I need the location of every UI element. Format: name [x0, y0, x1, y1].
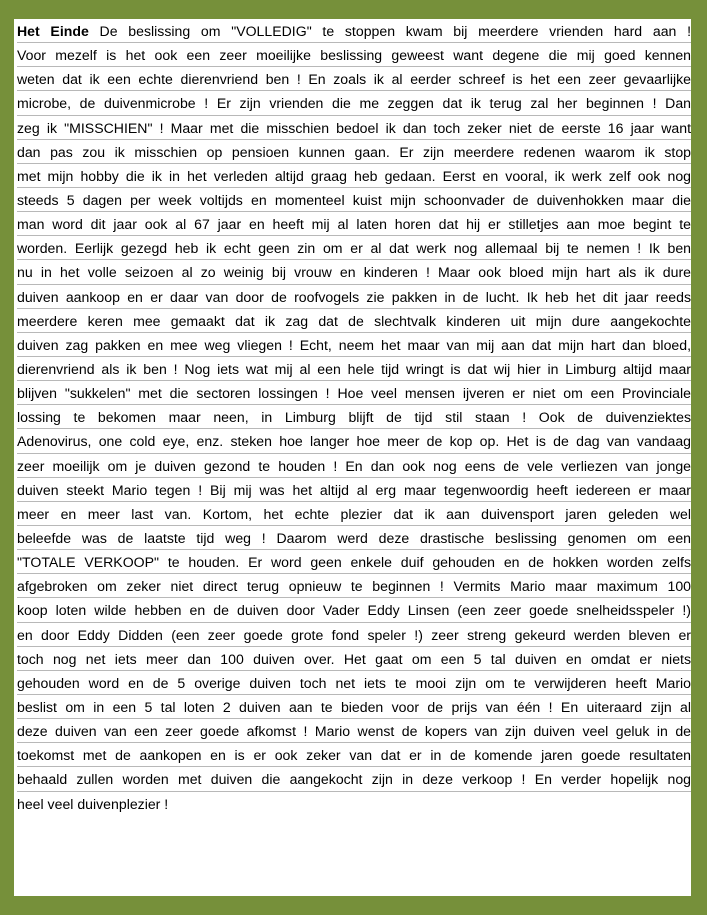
text-line: zeg ik "MISSCHIEN" ! Maar met die misschien bedoel ik dan toch zeker niet de eerste 16 jaar want [17, 116, 691, 140]
text-line: zeer moeilijk om je duiven gezond te houden ! En dan ook nog eens de vele verliezen van jonge [17, 454, 691, 478]
text-line: steeds 5 dagen per week voltijds en momenteel kuist mijn schoonvader de duivenhokken maar die [17, 188, 691, 212]
text-line: en door Eddy Didden (een zeer goede grote fond speler !) zeer streng gekeurd werden bleven er [17, 623, 691, 647]
text-line: dierenvriend als ik ben ! Nog iets wat mij al een hele tijd wringt is dat wij hier in Limburg altijd maar [17, 357, 691, 381]
text-line: behaald zullen worden met duiven die aangekocht zijn in deze verkoop ! En verder hopelijk nog [17, 767, 691, 791]
text-line: worden. Eerlijk gezegd heb ik echt geen zin om er al dat werk nog allemaal bij te nemen ! Ik ben [17, 236, 691, 260]
text-line: gehouden word en de 5 overige duiven toch net iets te mooi zijn om te verwijderen heeft Mario [17, 671, 691, 695]
text-line: nu in het volle seizoen al zo weinig bij vrouw en kinderen ! Maar ook bloed mijn hart als ik dure [17, 260, 691, 284]
text-line: duiven aankoop en er daar van door de roofvogels zie pakken in de lucht. Ik heb het dit jaar reeds [17, 285, 691, 309]
text-line: toch nog net iets meer dan 100 duiven over. Het gaat om een 5 tal duiven en omdat er niets [17, 647, 691, 671]
text-line: toekomst met de aankopen en is er ook zeker van dat er in de komende jaren goede resultaten [17, 743, 691, 767]
text-line: weten dat ik een echte dierenvriend ben ! En zoals ik al eerder schreef is het een zeer gevaarlijke [17, 67, 691, 91]
text-line: man word dit jaar ook al 67 jaar en heeft mij al laten horen dat hij er stilletjes aan moe begint te [17, 212, 691, 236]
text-line: Voor mezelf is het ook een zeer moeilijke beslissing geweest want degene die mij goed kennen [17, 43, 691, 67]
text-line: lossing te bekomen maar neen, in Limburg blijft de tijd stil staan ! Ook de duivenziektes [17, 405, 691, 429]
text-line: blijven "sukkelen" met die sectoren lossingen ! Hoe veel mensen ijveren er niet om een Provinciale [17, 381, 691, 405]
text-line [17, 19, 691, 43]
line-text: De beslissing om "VOLLEDIG" te stoppen kwam bij meerdere vrienden hard aan ! [99, 23, 691, 39]
text-line: heel veel duivenplezier ! [17, 795, 169, 812]
text-line: koop loten wilde hebben en de duiven door Vader Eddy Linsen (een zeer goede snelheidsspeler !) [17, 598, 691, 622]
text-line: beleefde was de laatste tijd weg ! Daarom werd deze drastische beslissing genomen om een [17, 526, 691, 550]
text-line: microbe, de duivenmicrobe ! Er zijn vrienden die me zeggen dat ik terug zal her beginnen ! Dan [17, 91, 691, 115]
text-line: dan pas zou ik misschien op pensioen kunnen gaan. Er zijn meerdere redenen waarom ik stop [17, 140, 691, 164]
text-line: afgebroken om zeker niet direct terug opnieuw te beginnen ! Vermits Mario maar maximum 100 [17, 574, 691, 598]
article-panel [14, 19, 691, 896]
text-line: meerdere keren mee gemaakt dat ik zag dat de slechtvalk kinderen uit mijn dure aangekochte [17, 309, 691, 333]
text-line: beslist om in een 5 tal loten 2 duiven aan te bieden voor de prijs van één ! En uiteraard zijn al [17, 695, 691, 719]
text-line: "TOTALE VERKOOP" te houden. Er word geen enkele duif gehouden en de hokken worden zelfs [17, 550, 691, 574]
text-line: duiven steekt Mario tegen ! Bij mij was het altijd al erg maar tegenwoordig heeft iedereen er maar [17, 478, 691, 502]
text-line: meer en meer last van. Kortom, het echte plezier dat ik aan duivensport jaren geleden wel [17, 502, 691, 526]
text-line: deze duiven van een zeer goede afkomst ! Mario wenst de kopers van zijn duiven veel geluk in de [17, 719, 691, 743]
article-text [17, 19, 691, 816]
article-title: Het Einde [17, 23, 89, 39]
text-line: duiven zag pakken en mee weg vliegen ! Echt, neem het maar van mij aan dat mijn hart dan bloed, [17, 333, 691, 357]
text-line: Adenovirus, one cold eye, enz. steken hoe langer hoe meer de kop op. Het is de dag van vandaag [17, 429, 691, 453]
text-line: met mijn hobby die ik in het verleden altijd graag heb gedaan. Eerst en vooral, ik werk zelf ook nog [17, 164, 691, 188]
